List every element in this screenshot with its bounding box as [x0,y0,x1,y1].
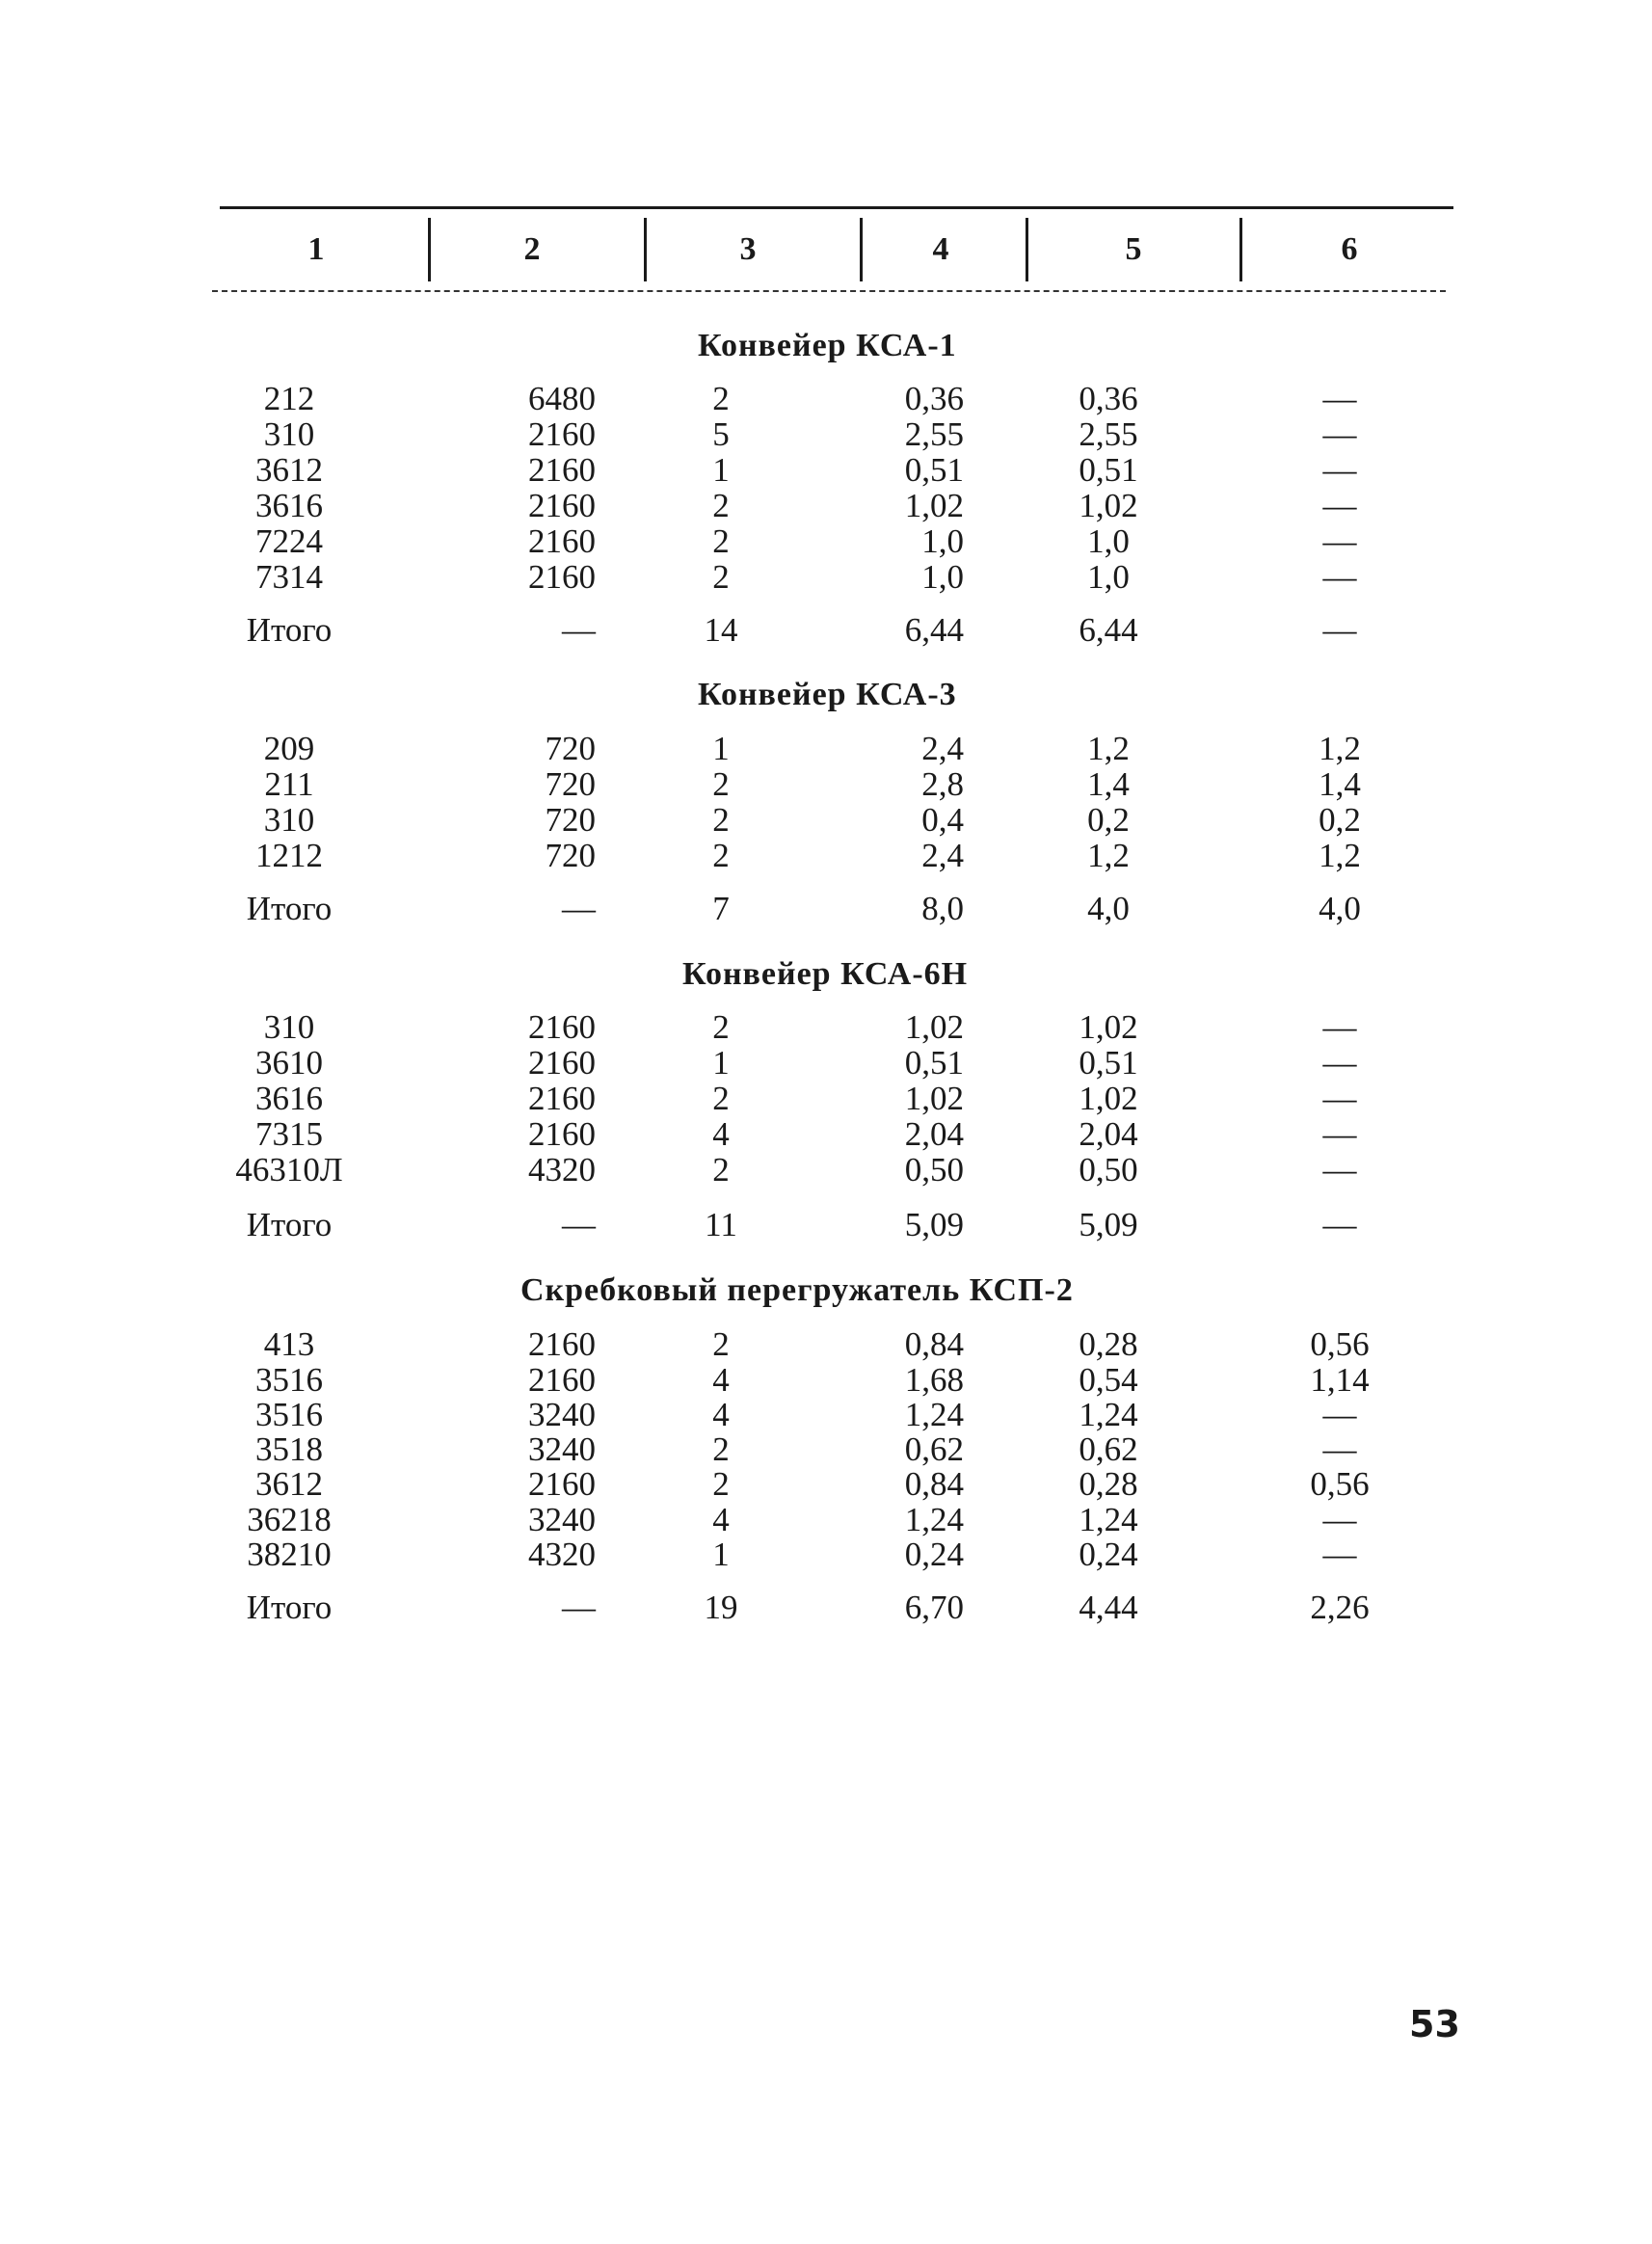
header-divider [860,218,863,281]
header-col-6: 6 [1341,231,1358,267]
total-row: Итого — 7 8,0 4,0 4,0 [246,890,1361,927]
table-row: 310 2160 5 2,55 2,55 — [263,415,1357,453]
table-row: 3516 3240 4 1,24 1,24 — [255,1396,1357,1433]
table-row: 7224 2160 2 1,0 1,0 — [255,522,1357,560]
table-row: 46310Л 4320 2 0,50 0,50 — [235,1151,1357,1189]
total-row: Итого — 11 5,09 5,09 — [246,1206,1357,1243]
total-row: Итого — 19 6,70 4,44 2,26 [246,1589,1370,1626]
table-row: 310 720 2 0,4 0,2 0,2 [263,801,1361,839]
header-col-1: 1 [307,231,325,267]
header-divider [644,218,647,281]
header-divider [1239,218,1242,281]
header-top-rule [220,206,1453,209]
table-row: 3612 2160 2 0,84 0,28 0,56 [255,1465,1370,1503]
table-row: 3610 2160 1 0,51 0,51 — [255,1044,1357,1082]
table-row: 3516 2160 4 1,68 0,54 1,14 [255,1361,1370,1399]
document-page: 1 2 3 4 5 6 Конвейер КСА-1 212 6480 2 0,36 0,36 — 310 2160 5 2,55 2,55 — 3612 2160 1 0,51 0,51 — 3616 2160 2 1,02 1,02 — 7224 2160 2 1,0 1,0 — 7314 2160 2 1,0 1,0 — Итого — 14 6,44 6,44 — Конвейер КСА-3 209 720 1 2,4 1,2 1,2 211 720 2 2,8 1,4 1,4 310 720 2 0,4 0,2 0,2 1212 720 2 2,4 1,2 1,2 Итого — 7 8,0 4,0 4,0 Конвейер КСА-6Н 310 2160 2 1,02 1,02 — 3610 2160 1 0,51 0,51 — 3616 2160 2 1,02 1,02 — 7315 2160 4 2,04 2,04 — 46310Л 4320 2 0,50 0,50 — Итого — 11 5,09 5,09 — Скребковый перегружатель КСП-2 413 2160 2 0,84 0,28 0,56 3516 2160 4 1,68 0,54 1,14 3516 3240 4 1,24 1,24 — 3518 3240 2 0,62 0,62 — 3612 2160 2 0,84 0,28 0,56 36218 3240 4 1,24 1,24 — 38210 4320 1 0,24 0,24 — Итого — 19 6,70 4,44 2,26 53 [0,0,1652,2244]
table-row: 38210 4320 1 0,24 0,24 — [247,1536,1357,1573]
header-divider [1026,218,1028,281]
table-row: 413 2160 2 0,84 0,28 0,56 [263,1325,1370,1363]
header-col-4: 4 [932,231,949,267]
table-row: 212 6480 2 0,36 0,36 — [263,380,1357,417]
header-col-3: 3 [739,231,757,267]
header-bottom-rule [212,290,1446,292]
header-divider [428,218,431,281]
table-row: 36218 3240 4 1,24 1,24 — [247,1501,1357,1538]
table-row: 7315 2160 4 2,04 2,04 — [255,1115,1357,1153]
header-col-5: 5 [1125,231,1142,267]
table-row: 7314 2160 2 1,0 1,0 — [255,558,1357,596]
table-row: 3518 3240 2 0,62 0,62 — [255,1430,1357,1468]
table-row: 3616 2160 2 1,02 1,02 — [255,487,1357,524]
header-col-2: 2 [523,231,541,267]
table-row: 3612 2160 1 0,51 0,51 — [255,451,1357,489]
table-row: 211 720 2 2,8 1,4 1,4 [264,765,1361,803]
table-row: 310 2160 2 1,02 1,02 — [263,1008,1357,1046]
table-row: 3616 2160 2 1,02 1,02 — [255,1080,1357,1117]
table-row: 209 720 1 2,4 1,2 1,2 [263,730,1361,767]
page-number: 53 [1409,2003,1460,2045]
table-row: 1212 720 2 2,4 1,2 1,2 [255,837,1361,874]
total-row: Итого — 14 6,44 6,44 — [246,611,1357,649]
